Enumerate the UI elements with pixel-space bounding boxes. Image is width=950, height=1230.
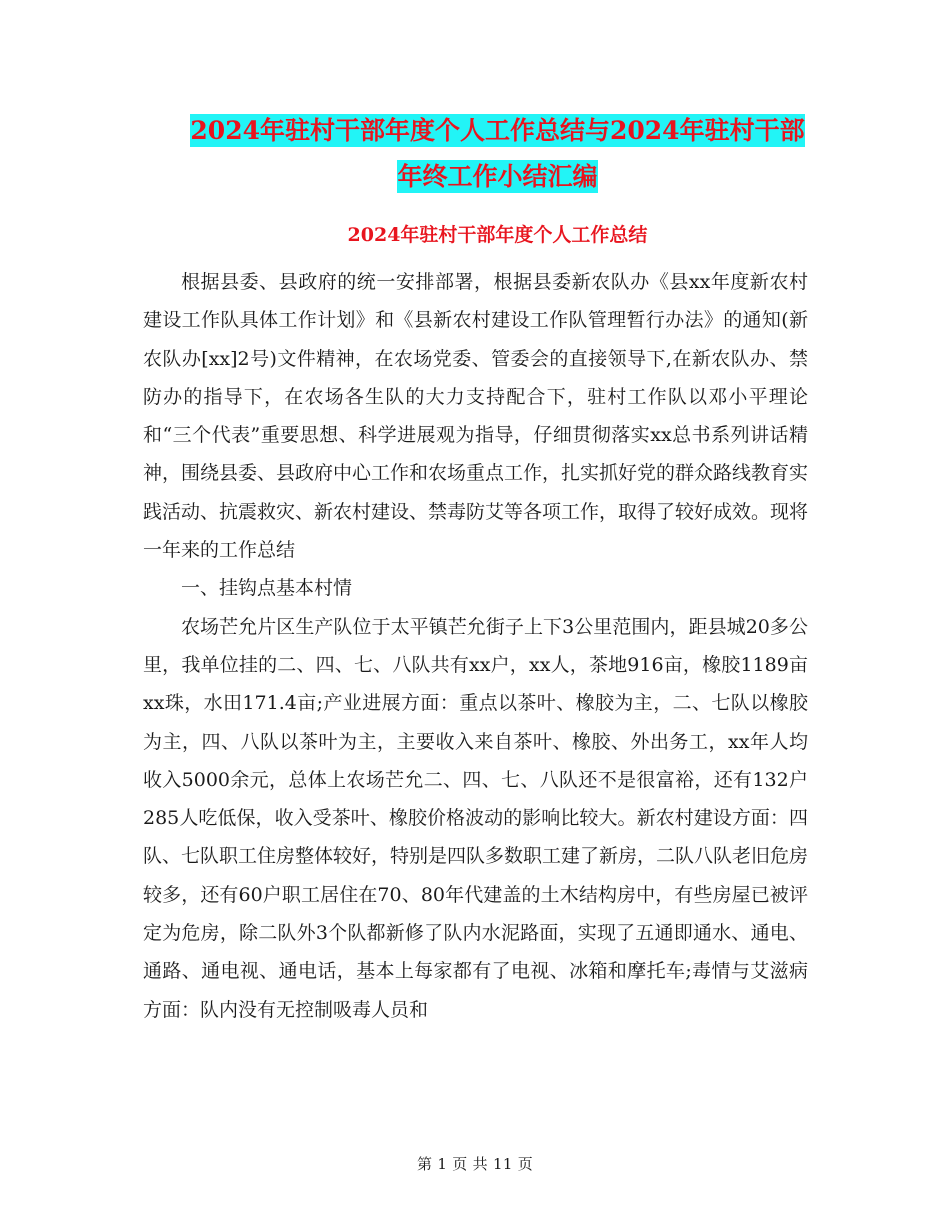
title-line-2: 年终工作小结汇编: [397, 162, 598, 191]
section-title: 2024年驻村干部年度个人工作总结: [347, 224, 648, 246]
document-body: [143, 263, 808, 1029]
paragraph-intro: 根据县委、县政府的统一安排部署，根据县委新农队办《县xx年度新农村建设工作队具体工作计划》和《县新农村建设工作队管理暂行办法》的通知(新农队办[xx]2号)文件精神，在农场党委、管委会的直接领导下,在新农队办、禁防办的指导下，在农场各生队的大力支持配合下，驻村工作队以邓小平理论和“三个代表”重要思想、科学进展观为指导，仔细贯彻落实xx总书系列讲话精神，围绕县委、县政府中心工作和农场重点工作，扎实抓好党的群众路线教育实践活动、抗震救灾、新农村建设、禁毒防艾等各项工作，取得了较好成效。现将一年来的工作总结: [143, 271, 809, 562]
title-line-1: 2024年驻村干部年度个人工作总结与2024年驻村干部: [190, 116, 805, 145]
page-number: 第 1 页 共 11 页: [416, 1155, 534, 1173]
document-title: [140, 108, 855, 200]
paragraph-heading-1: 一、挂钩点基本村情: [181, 577, 353, 600]
page-footer: [0, 1152, 950, 1176]
paragraph-village-info: 农场芒允片区生产队位于太平镇芒允街子上下3公里范围内，距县城20多公里，我单位挂的二、四、七、八队共有xx户，xx人，茶地916亩，橡胶1189亩xx珠，水田171.4亩;产业进展方面：重点以茶叶、橡胶为主，二、七队以橡胶为主，四、八队以茶叶为主，主要收入来自茶叶、橡胶、外出务工，xx年人均收入5000余元，总体上农场芒允二、四、七、八队还不是很富裕，还有132户285人吃低保，收入受茶叶、橡胶价格波动的影响比较大。新农村建设方面：四队、七队职工住房整体较好，特别是四队多数职工建了新房，二队八队老旧危房较多，还有60户职工居住在70、80年代建盖的土木结构房中，有些房屋已被评定为危房，除二队外3个队都新修了队内水泥路面，实现了五通即通水、通电、通路、通电视、通电话，基本上每家都有了电视、冰箱和摩托车;毒情与艾滋病方面：队内没有无控制吸毒人员和: [143, 615, 809, 1021]
